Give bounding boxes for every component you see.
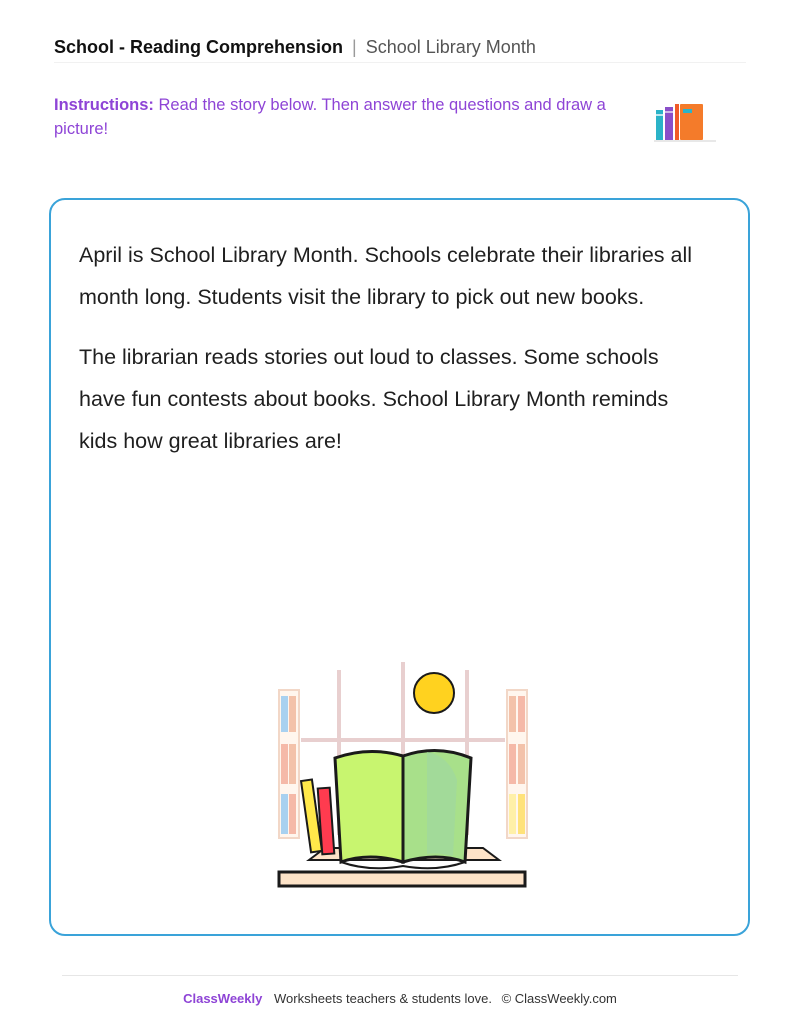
story-text: [79, 234, 709, 480]
instructions: [54, 93, 614, 141]
open-book-on-shelf-illustration: [277, 660, 529, 892]
worksheet-subject: School - Reading Comprehension: [54, 37, 344, 57]
story-paragraph: April is School Library Month. Schools celebrate their libraries all month long. Students visit the library to pick out new books.: [79, 243, 693, 309]
story-paragraph: The librarian reads stories out loud to classes. Some schools have fun contests about books. School Library Month reminds kids how great libraries are!: [79, 345, 669, 453]
worksheet-header: [54, 37, 536, 58]
worksheet-topic: School Library Month: [365, 37, 536, 57]
header-separator: |: [352, 37, 357, 57]
instructions-text: Read the story below. Then answer the questions and draw a picture!: [54, 96, 606, 138]
footer-tagline: Worksheets teachers & students love.: [273, 991, 492, 1006]
instructions-label: Instructions:: [54, 96, 154, 114]
footer-divider: [62, 975, 738, 976]
footer: [0, 991, 800, 1006]
books-icon: [652, 100, 718, 146]
footer-brand[interactable]: ClassWeekly: [183, 991, 263, 1006]
header-divider: [54, 62, 746, 63]
story-card: [49, 198, 750, 936]
footer-copyright: © ClassWeekly.com: [501, 991, 617, 1006]
